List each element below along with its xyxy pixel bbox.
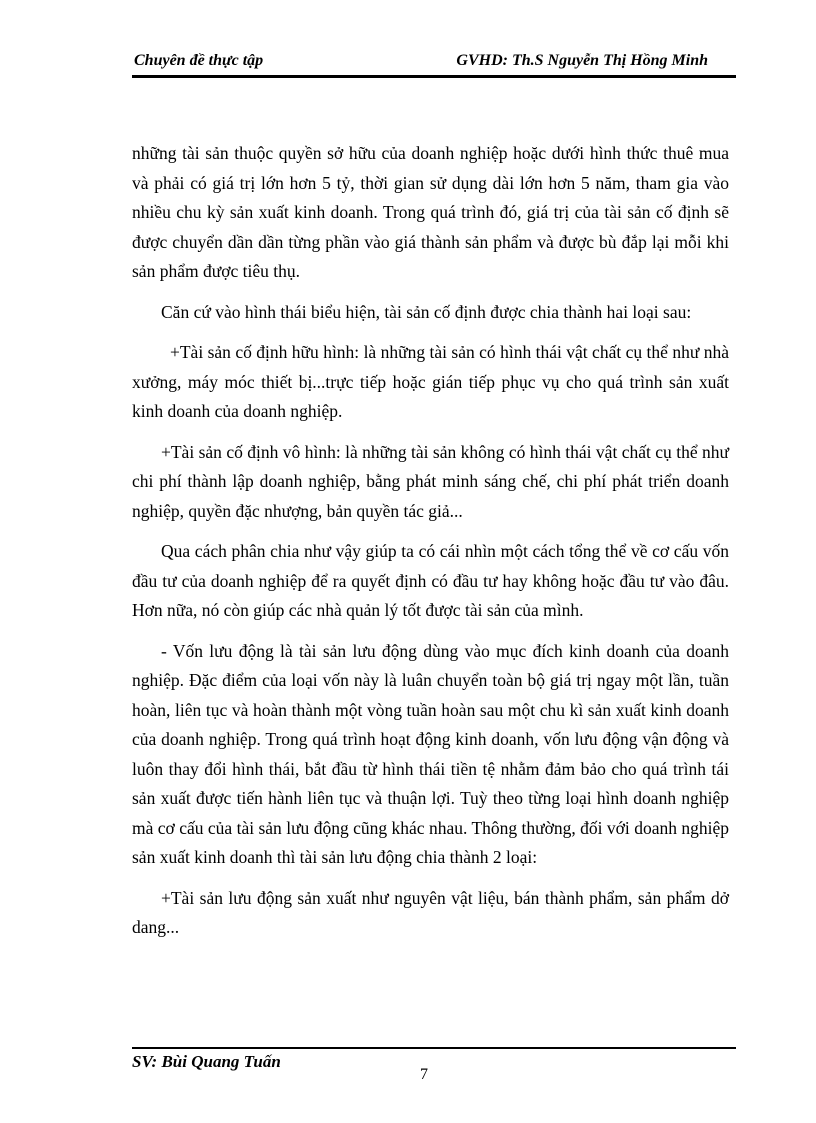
paragraph-classification-intro: Căn cứ vào hình thái biểu hiện, tài sản cố định được chia thành hai loại sau: — [161, 301, 692, 322]
header-divider — [132, 75, 736, 78]
page-number: 7 — [420, 1066, 428, 1083]
page-header — [132, 50, 736, 74]
document-body — [132, 139, 729, 954]
header-document-type: Chuyên đề thực tập — [134, 52, 264, 69]
paragraph-classification-benefit: Qua cách phân chia như vậy giúp ta có cái nhìn một cách tổng thể về cơ cấu vốn đầu tư của doanh nghiệp để ra quyết định có đầu tư hay không hoặc đầu tư vào đâu. Hơn nữa, nó còn giúp các nhà quản lý tốt được tài sản của mình. — [132, 541, 729, 620]
header-supervisor: GVHD: Th.S Nguyễn Thị Hồng Minh — [456, 52, 708, 69]
footer-divider — [132, 1047, 736, 1049]
paragraph-production-current-assets: +Tài sản lưu động sản xuất như nguyên vật liệu, bán thành phẩm, sản phẩm dở dang... — [132, 887, 729, 937]
footer-student-name: SV: Bùi Quang Tuấn — [132, 1052, 281, 1071]
paragraph-working-capital: - Vốn lưu động là tài sản lưu động dùng vào mục đích kinh doanh của doanh nghiệp. Đặc điểm của loại vốn này là luân chuyển toàn bộ giá trị ngay một lần, tuần hoàn, liên tục và hoàn thành một vòng tuần hoàn sau một chu kì sản xuất kinh doanh của doanh nghiệp. Trong quá trình hoạt động kinh doanh, vốn lưu động vận động và luôn thay đổi hình thái, bắt đầu từ hình thái tiền tệ nhằm đảm bảo cho quá trình tái sản xuất được tiến hành liên tục và thuận lợi. Tuỳ theo từng loại hình doanh nghiệp mà cơ cấu của tài sản lưu động cũng khác nhau. Thông thường, đối với doanh nghiệp sản xuất kinh doanh thì tài sản lưu động chia thành 2 loại: — [132, 640, 729, 867]
paragraph-intangible-assets: +Tài sản cố định vô hình: là những tài sản không có hình thái vật chất cụ thể như chi phí thành lập doanh nghiệp, bằng phát minh sáng chế, chi phí phát triển doanh nghiệp, quyền đặc nhượng, bản quyền tác giả... — [132, 441, 729, 521]
paragraph-fixed-assets-definition: những tài sản thuộc quyền sở hữu của doanh nghiệp hoặc dưới hình thức thuê mua và phải có giá trị lớn hơn 5 tỷ, thời gian sử dụng dài lớn hơn 5 năm, tham gia vào nhiều chu kỳ sản xuất kinh doanh. Trong quá trình đó, giá trị của tài sản cố định sẽ được chuyển dần dần từng phần vào giá thành sản phẩm và được bù đắp lại mỗi khi sản phẩm được tiêu thụ. — [132, 143, 729, 281]
paragraph-tangible-assets: +Tài sản cố định hữu hình: là những tài sản có hình thái vật chất cụ thể như nhà xưởng, máy móc thiết bị...trực tiếp hoặc gián tiếp phục vụ cho quá trình sản xuất kinh doanh của doanh nghiệp. — [132, 342, 729, 421]
